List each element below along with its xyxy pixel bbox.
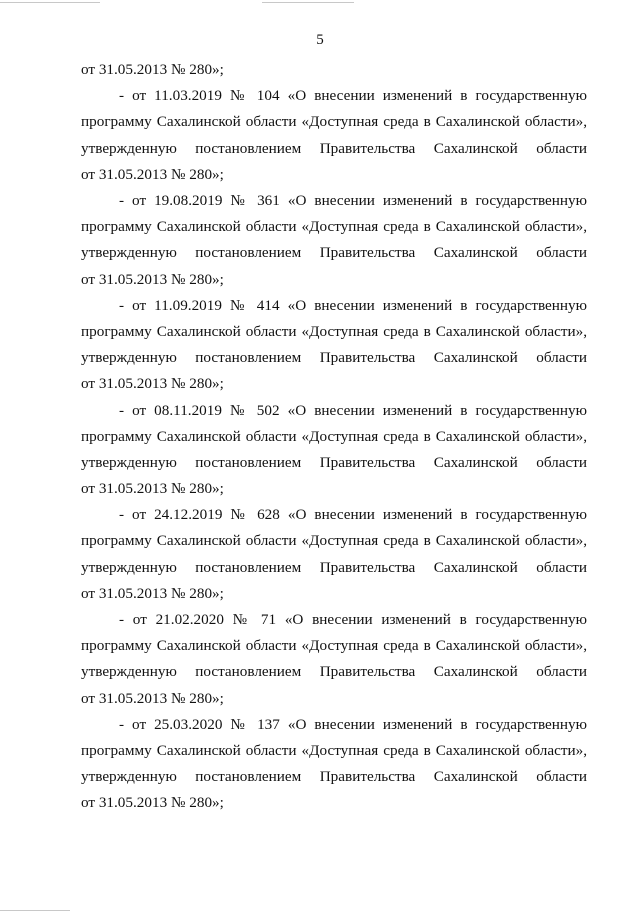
scan-artifact-bottom-left (0, 910, 70, 911)
list-item-line-2: программу Сахалинской области «Доступная среда в Сахалинской области», (81, 218, 587, 236)
list-item-line-1: - от 11.03.2019 № 104 «О внесении изменений в государственную (119, 87, 587, 105)
list-item-line-4: от 31.05.2013 № 280»; (81, 689, 224, 707)
list-item-line-3: утвержденную постановлением Правительства Сахалинской области (81, 244, 587, 262)
list-item-line-2: программу Сахалинской области «Доступная среда в Сахалинской области», (81, 741, 587, 759)
list-item-line-1: - от 08.11.2019 № 502 «О внесении изменений в государственную (119, 401, 587, 419)
list-item (81, 293, 587, 398)
list-item-line-1: - от 25.03.2020 № 137 «О внесении изменений в государственную (119, 715, 587, 733)
list-item-line-3: утвержденную постановлением Правительства Сахалинской области (81, 349, 587, 367)
list-item-line-1: - от 24.12.2019 № 628 «О внесении изменений в государственную (119, 506, 587, 524)
list-item (81, 712, 587, 817)
list-item-line-1: - от 21.02.2020 № 71 «О внесении изменений в государственную (119, 611, 587, 629)
list-item-line-4: от 31.05.2013 № 280»; (81, 375, 224, 393)
list-item (81, 398, 587, 503)
list-item-line-3: утвержденную постановлением Правительства Сахалинской области (81, 139, 587, 157)
page-number: 5 (316, 32, 324, 48)
list-item (81, 607, 587, 712)
list-item-line-4: от 31.05.2013 № 280»; (81, 584, 224, 602)
list-item-line-4: от 31.05.2013 № 280»; (81, 270, 224, 288)
list-item-line-3: утвержденную постановлением Правительства Сахалинской области (81, 453, 587, 471)
list-item-line-4: от 31.05.2013 № 280»; (81, 794, 224, 812)
list-item-line-2: программу Сахалинской области «Доступная среда в Сахалинской области», (81, 113, 587, 131)
document-body (81, 57, 587, 817)
list-item-line-2: программу Сахалинской области «Доступная среда в Сахалинской области», (81, 637, 587, 655)
list-item-line-3: утвержденную постановлением Правительства Сахалинской области (81, 558, 587, 576)
list-item (81, 502, 587, 607)
list-item-line-1: - от 19.08.2019 № 361 «О внесении изменений в государственную (119, 191, 587, 209)
list-item-line-3: утвержденную постановлением Правительства Сахалинской области (81, 768, 587, 786)
list-item-line-4: от 31.05.2013 № 280»; (81, 165, 224, 183)
scan-artifact-top-left (0, 2, 100, 3)
continuation-line: от 31.05.2013 № 280»; (81, 61, 224, 78)
list-item (81, 188, 587, 293)
scan-artifact-top-center (262, 2, 354, 3)
list-item-line-3: утвержденную постановлением Правительства Сахалинской области (81, 663, 587, 681)
list-item-line-1: - от 11.09.2019 № 414 «О внесении изменений в государственную (119, 296, 587, 314)
list-item-line-2: программу Сахалинской области «Доступная среда в Сахалинской области», (81, 427, 587, 445)
list-item-line-2: программу Сахалинской области «Доступная среда в Сахалинской области», (81, 322, 587, 340)
list-item-line-4: от 31.05.2013 № 280»; (81, 480, 224, 498)
list-item (81, 83, 587, 188)
list-item-line-2: программу Сахалинской области «Доступная среда в Сахалинской области», (81, 532, 587, 550)
